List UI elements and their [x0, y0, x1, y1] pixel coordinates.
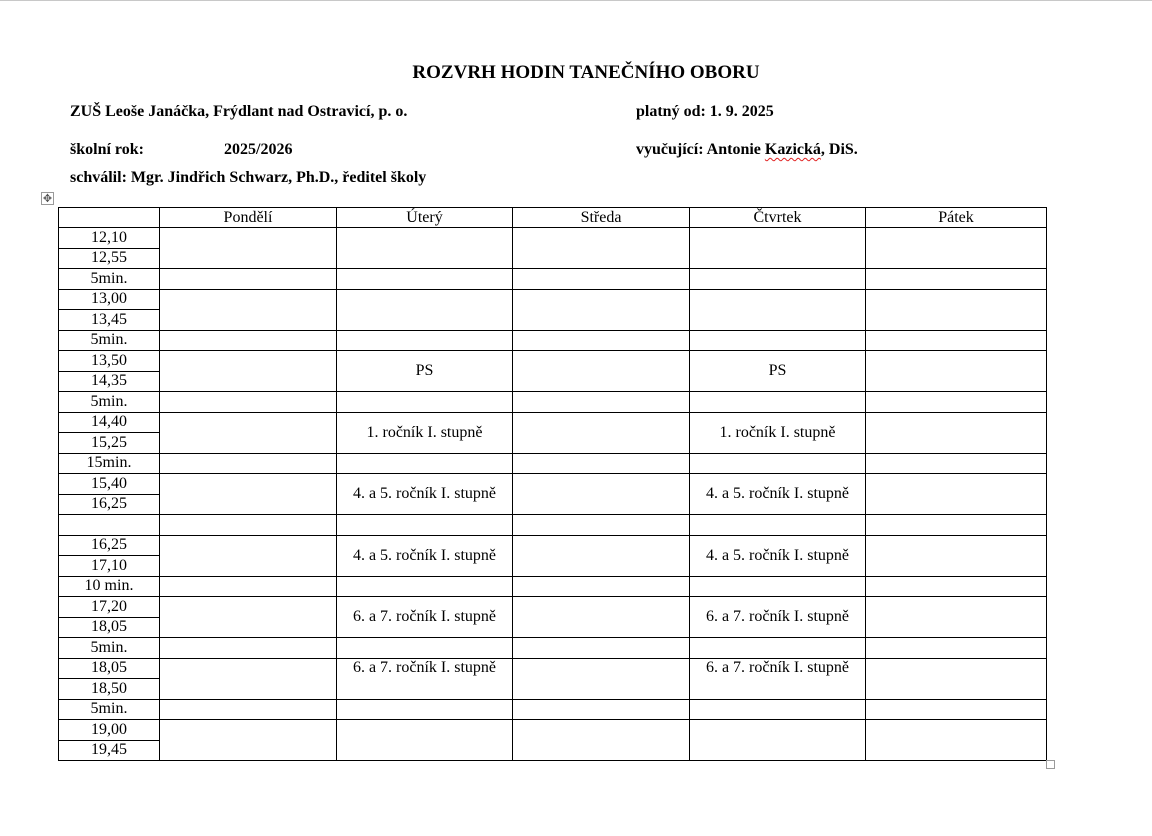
lesson-cell-thursday[interactable]: [690, 392, 866, 413]
lesson-cell-wednesday[interactable]: [513, 289, 690, 330]
table-resize-handle[interactable]: [1046, 760, 1055, 769]
table-row: [59, 535, 1047, 556]
time-cell[interactable]: 18,05: [59, 658, 160, 679]
lesson-cell-wednesday[interactable]: [513, 720, 690, 761]
table-row: [59, 289, 1047, 310]
lesson-cell-monday[interactable]: [160, 515, 337, 536]
time-cell[interactable]: 13,50: [59, 351, 160, 372]
table-row: [59, 412, 1047, 433]
lesson-cell-thursday[interactable]: [690, 515, 866, 536]
time-cell[interactable]: 16,25: [59, 494, 160, 515]
lesson-cell-wednesday[interactable]: [513, 453, 690, 474]
lesson-cell-wednesday[interactable]: [513, 515, 690, 536]
lesson-cell-wednesday[interactable]: [513, 392, 690, 413]
lesson-cell-monday[interactable]: [160, 699, 337, 720]
lesson-cell-friday[interactable]: [866, 330, 1047, 351]
lesson-cell-wednesday[interactable]: [513, 658, 690, 699]
table-row: [59, 228, 1047, 249]
time-cell[interactable]: 5min.: [59, 330, 160, 351]
lesson-cell-monday[interactable]: [160, 269, 337, 290]
lesson-cell-wednesday[interactable]: [513, 638, 690, 659]
lesson-cell-thursday[interactable]: [690, 638, 866, 659]
lesson-cell-monday[interactable]: [160, 228, 337, 269]
lesson-cell-tuesday[interactable]: [337, 269, 513, 290]
teacher-suffix: , DiS.: [820, 141, 858, 158]
teacher-surname: Kazická: [764, 141, 821, 158]
lesson-cell-friday[interactable]: [866, 576, 1047, 597]
valid-from: platný od: 1. 9. 2025: [636, 103, 774, 120]
lesson-cell-monday[interactable]: [160, 453, 337, 474]
lesson-cell-monday[interactable]: [160, 597, 337, 638]
lesson-cell-tuesday[interactable]: 6. a 7. ročník I. stupně: [337, 658, 513, 699]
lesson-cell-tuesday[interactable]: [337, 699, 513, 720]
lesson-cell-friday[interactable]: [866, 658, 1047, 699]
lesson-cell-tuesday[interactable]: [337, 392, 513, 413]
time-cell[interactable]: 13,45: [59, 310, 160, 331]
time-cell[interactable]: 5min.: [59, 638, 160, 659]
lesson-cell-thursday[interactable]: [690, 228, 866, 269]
lesson-cell-wednesday[interactable]: [513, 576, 690, 597]
day-header-wednesday[interactable]: Středa: [513, 208, 690, 228]
page-title: ROZVRH HODIN TANEČNÍHO OBORU: [412, 62, 760, 83]
header-row: [59, 208, 1047, 228]
time-cell[interactable]: 19,00: [59, 720, 160, 741]
time-cell[interactable]: 10 min.: [59, 576, 160, 597]
table-row: [59, 515, 1047, 536]
day-header-monday[interactable]: Pondělí: [160, 208, 337, 228]
lesson-cell-friday[interactable]: [866, 289, 1047, 330]
time-cell[interactable]: 19,45: [59, 740, 160, 761]
lesson-cell-thursday[interactable]: [690, 269, 866, 290]
lesson-cell-friday[interactable]: [866, 412, 1047, 453]
table-row: [59, 392, 1047, 413]
lesson-cell-tuesday[interactable]: [337, 515, 513, 536]
lesson-cell-friday[interactable]: [866, 515, 1047, 536]
lesson-cell-tuesday[interactable]: [337, 720, 513, 761]
time-cell[interactable]: 5min.: [59, 699, 160, 720]
table-row: [59, 658, 1047, 679]
table-row: [59, 351, 1047, 372]
lesson-cell-friday[interactable]: [866, 453, 1047, 474]
lesson-cell-friday[interactable]: [866, 699, 1047, 720]
lesson-cell-monday[interactable]: [160, 351, 337, 392]
lesson-cell-monday[interactable]: [160, 474, 337, 515]
lesson-cell-thursday[interactable]: [690, 720, 866, 761]
lesson-cell-thursday[interactable]: 6. a 7. ročník I. stupně: [690, 658, 866, 699]
school-year-label: školní rok:: [70, 141, 144, 158]
lesson-cell-tuesday[interactable]: 1. ročník I. stupně: [337, 412, 513, 453]
time-cell[interactable]: 14,35: [59, 371, 160, 392]
lesson-cell-thursday[interactable]: 6. a 7. ročník I. stupně: [690, 597, 866, 638]
lesson-cell-friday[interactable]: [866, 351, 1047, 392]
day-header-tuesday[interactable]: Úterý: [337, 208, 513, 228]
lesson-cell-wednesday[interactable]: [513, 228, 690, 269]
teacher-label: vyučující: Antonie: [636, 141, 761, 158]
time-cell[interactable]: 15min.: [59, 453, 160, 474]
lesson-cell-friday[interactable]: [866, 474, 1047, 515]
table-row: [59, 453, 1047, 474]
lesson-cell-monday[interactable]: [160, 392, 337, 413]
school-year-value: 2025/2026: [224, 141, 293, 158]
lesson-cell-wednesday[interactable]: [513, 699, 690, 720]
lesson-cell-monday[interactable]: [160, 638, 337, 659]
lesson-cell-tuesday[interactable]: [337, 330, 513, 351]
lesson-cell-thursday[interactable]: [690, 330, 866, 351]
time-cell[interactable]: 5min.: [59, 269, 160, 290]
lesson-cell-thursday[interactable]: 4. a 5. ročník I. stupně: [690, 535, 866, 576]
lesson-cell-tuesday[interactable]: [337, 576, 513, 597]
lesson-cell-monday[interactable]: [160, 576, 337, 597]
lesson-cell-friday[interactable]: [866, 392, 1047, 413]
lesson-cell-thursday[interactable]: [690, 576, 866, 597]
teacher: [636, 141, 858, 159]
lesson-cell-wednesday[interactable]: [513, 269, 690, 290]
table-row: [59, 269, 1047, 290]
school-name: ZUŠ Leoše Janáčka, Frýdlant nad Ostravicí, p. o.: [70, 103, 408, 120]
lesson-cell-wednesday[interactable]: [513, 351, 690, 392]
table-row: [59, 597, 1047, 618]
lesson-cell-monday[interactable]: [160, 535, 337, 576]
window-top-border: [0, 0, 1152, 1]
table-row: [59, 720, 1047, 741]
lesson-cell-monday[interactable]: [160, 658, 337, 699]
time-cell[interactable]: 17,10: [59, 556, 160, 577]
time-cell[interactable]: 14,40: [59, 412, 160, 433]
lesson-cell-thursday[interactable]: PS: [690, 351, 866, 392]
lesson-cell-friday[interactable]: [866, 638, 1047, 659]
time-cell[interactable]: 13,00: [59, 289, 160, 310]
time-cell[interactable]: 18,50: [59, 679, 160, 700]
lesson-cell-friday[interactable]: [866, 228, 1047, 269]
lesson-cell-friday[interactable]: [866, 597, 1047, 638]
time-cell[interactable]: [59, 515, 160, 536]
day-header-thursday[interactable]: Čtvrtek: [690, 208, 866, 228]
lesson-cell-wednesday[interactable]: [513, 412, 690, 453]
lesson-cell-tuesday[interactable]: [337, 289, 513, 330]
lesson-cell-monday[interactable]: [160, 330, 337, 351]
time-cell[interactable]: 15,25: [59, 433, 160, 454]
lesson-cell-thursday[interactable]: [690, 289, 866, 330]
lesson-cell-thursday[interactable]: [690, 699, 866, 720]
time-cell[interactable]: 18,05: [59, 617, 160, 638]
lesson-cell-tuesday[interactable]: 6. a 7. ročník I. stupně: [337, 597, 513, 638]
lesson-cell-wednesday[interactable]: [513, 535, 690, 576]
time-cell[interactable]: 5min.: [59, 392, 160, 413]
time-cell[interactable]: 15,40: [59, 474, 160, 495]
time-header[interactable]: [59, 208, 160, 228]
lesson-cell-friday[interactable]: [866, 535, 1047, 576]
lesson-cell-friday[interactable]: [866, 269, 1047, 290]
lesson-cell-thursday[interactable]: 4. a 5. ročník I. stupně: [690, 474, 866, 515]
lesson-cell-thursday[interactable]: [690, 453, 866, 474]
lesson-cell-tuesday[interactable]: [337, 453, 513, 474]
lesson-cell-monday[interactable]: [160, 412, 337, 453]
time-cell[interactable]: 12,55: [59, 248, 160, 269]
table-row: [59, 330, 1047, 351]
lesson-cell-monday[interactable]: [160, 720, 337, 761]
table-move-handle-icon[interactable]: ✥: [42, 192, 53, 205]
table-row: [59, 474, 1047, 495]
lesson-cell-friday[interactable]: [866, 720, 1047, 761]
time-cell[interactable]: 17,20: [59, 597, 160, 618]
lesson-cell-tuesday[interactable]: PS: [337, 351, 513, 392]
approved-by: schválil: Mgr. Jindřich Schwarz, Ph.D., ředitel školy: [70, 169, 427, 186]
lesson-cell-tuesday[interactable]: [337, 228, 513, 269]
schedule-table: [58, 207, 1047, 761]
lesson-cell-tuesday[interactable]: [337, 638, 513, 659]
table-row: [59, 576, 1047, 597]
lesson-cell-thursday[interactable]: 1. ročník I. stupně: [690, 412, 866, 453]
lesson-cell-monday[interactable]: [160, 289, 337, 330]
lesson-cell-wednesday[interactable]: [513, 597, 690, 638]
time-cell[interactable]: 12,10: [59, 228, 160, 249]
day-header-friday[interactable]: Pátek: [866, 208, 1047, 228]
lesson-cell-tuesday[interactable]: 4. a 5. ročník I. stupně: [337, 474, 513, 515]
table-row: [59, 638, 1047, 659]
lesson-cell-wednesday[interactable]: [513, 330, 690, 351]
table-row: [59, 699, 1047, 720]
lesson-cell-tuesday[interactable]: 4. a 5. ročník I. stupně: [337, 535, 513, 576]
lesson-cell-wednesday[interactable]: [513, 474, 690, 515]
time-cell[interactable]: 16,25: [59, 535, 160, 556]
